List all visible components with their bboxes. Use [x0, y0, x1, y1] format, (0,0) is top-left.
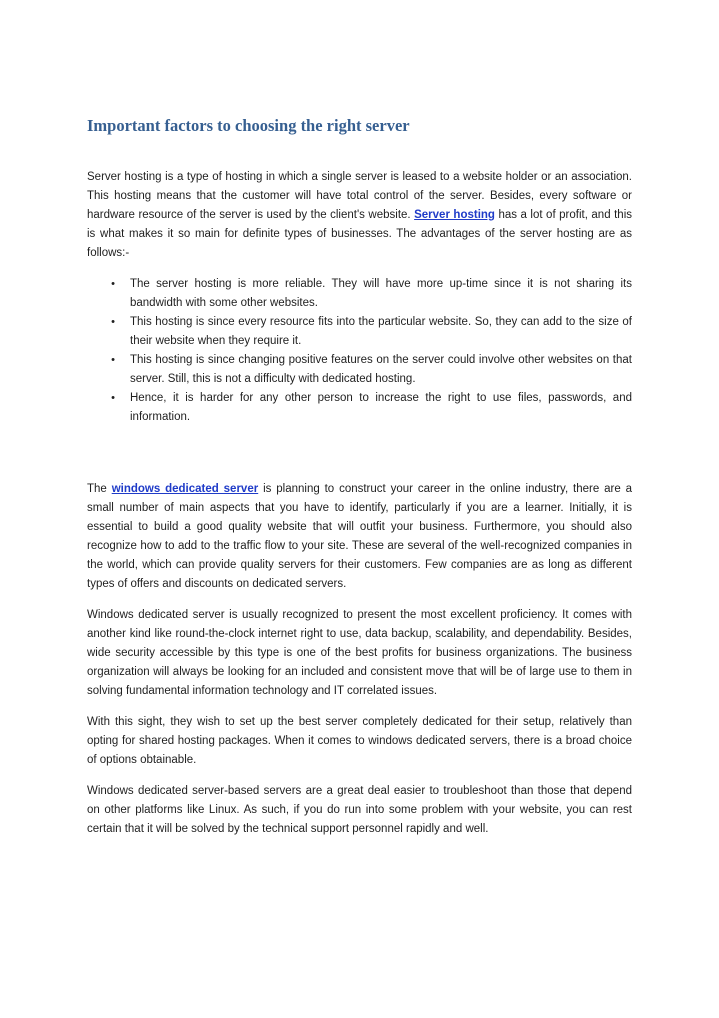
- para2-text-before-link: The: [87, 483, 112, 495]
- windows-server-paragraph: [87, 480, 632, 594]
- windows-dedicated-server-link[interactable]: windows dedicated server: [111, 483, 259, 495]
- list-item: [111, 313, 632, 351]
- list-item: [111, 351, 632, 389]
- bullet-icon: •: [111, 392, 115, 404]
- bullet-icon: •: [111, 354, 115, 366]
- list-item: [111, 389, 632, 427]
- list-item-text: This hosting is since changing positive features on the server could involve other websites on that server. Still, this is not a difficulty with dedicated hosting.: [130, 354, 632, 385]
- intro-text-after-link: has a lot of profit, and this is what makes it so main for definite types of businesses. The advantages of the server hosting are as follows:-: [87, 209, 632, 259]
- setup-paragraph: With this sight, they wish to set up the best server completely dedicated for their setup, relatively than opting for shared hosting packages. When it comes to windows dedicated servers, there is a broad choice of options obtainable.: [87, 716, 632, 766]
- list-item-text: The server hosting is more reliable. They will have more up-time since it is not sharing its bandwidth with some other websites.: [130, 278, 632, 309]
- bullet-icon: •: [111, 278, 115, 290]
- intro-text-before-link: Server hosting is a type of hosting in which a single server is leased to a website holder or an association. This hosting means that the customer will have total control of the server. Besides, every software or hardware resource of the server is used by the client's website.: [87, 171, 632, 221]
- document-body: [87, 115, 632, 851]
- para2-text-after-link: is planning to construct your career in the online industry, there are a small number of main aspects that you have to identify, particularly if you are a learner. Initially, it is essential to build a good quality website that will outfit your business. Furthermore, you should also recognize how to add to the traffic flow to your site. These are several of the well-recognized companies in the world, which can provide quality servers for their customers. Few companies are as long as different types of offers and discounts on dedicated servers.: [87, 483, 632, 590]
- page-title: Important factors to choosing the right server: [87, 116, 410, 135]
- troubleshoot-paragraph: Windows dedicated server-based servers are a great deal easier to troubleshoot than those that depend on other platforms like Linux. As such, if you do run into some problem with your website, you can rest certain that it will be solved by the technical support personnel rapidly and well.: [87, 785, 632, 835]
- intro-paragraph: [87, 168, 632, 263]
- bullet-icon: •: [111, 316, 115, 328]
- proficiency-paragraph: Windows dedicated server is usually recognized to present the most excellent proficiency. It comes with another kind like round-the-clock internet right to use, data backup, scalability, and dependability. Besides, wide security accessible by this type is one of the best profits for business organizations. The business organization will always be looking for an included and consistent move that will be of large use to them in solving fundamental information technology and IT correlated issues.: [87, 609, 632, 697]
- advantages-list: [87, 275, 632, 427]
- list-item-text: This hosting is since every resource fits into the particular website. So, they can add to the size of their website when they require it.: [130, 316, 632, 347]
- list-item: [111, 275, 632, 313]
- list-item-text: Hence, it is harder for any other person to increase the right to use files, passwords, and information.: [130, 392, 632, 423]
- server-hosting-link[interactable]: Server hosting: [414, 209, 495, 221]
